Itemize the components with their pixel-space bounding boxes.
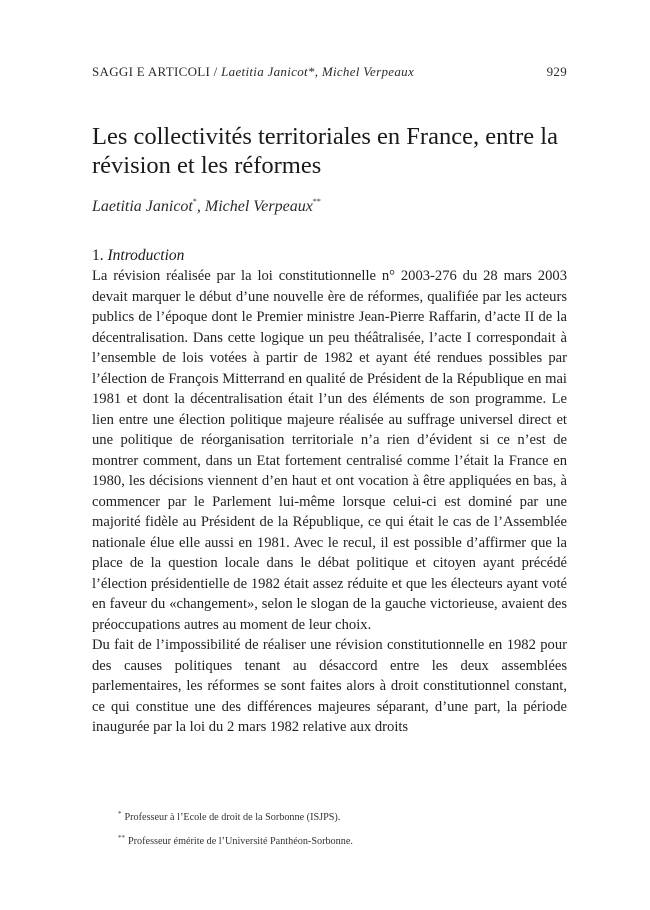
author-separator: ,: [196, 198, 205, 215]
section-heading: [92, 247, 184, 265]
byline: [92, 197, 321, 216]
footnote-mark: **: [118, 834, 125, 842]
footnote-text: Professeur émérite de l’Université Panthéon-Sorbonne.: [128, 836, 353, 847]
header-section: SAGGI E ARTICOLI /: [92, 64, 218, 79]
footnote: [118, 810, 353, 823]
page-number: 929: [546, 64, 567, 79]
section-title: Introduction: [107, 247, 185, 264]
body-text: [92, 266, 567, 738]
running-header: [92, 64, 567, 80]
author-2-name: Michel Verpeaux: [204, 198, 313, 215]
article-title: Les collectivités territoriales en France, entre la révision et les réformes: [92, 123, 558, 179]
paragraph: Du fait de l’impossibilité de réaliser une révision constitutionnelle en 1982 pour des causes politiques tenant au désaccord entre les deux assemblées parlementaires, les réformes se sont faites alors à droit constitutionnel constant, ce qui constitue une des différences majeures séparant, d’une part, la période inaugurée par la loi du 2 mars 1982 relative aux droits: [92, 637, 567, 735]
paragraph: La révision réalisée par la loi constitutionnelle n° 2003-276 du 28 mars 2003 devait marquer le début d’une nouvelle ère de réformes, qualifiée par les acteurs publics de l’époque dont le Premier ministre Jean-Pierre Raffarin, d’acte II de la décentralisation. Dans cette logique un peu théâtralisée, l’acte I correspondait à l’ensemble de lois votées à partir de 1982 et ayant été rendues possibles par l’élection de François Mitterrand en qualité de Président de la République en mai 1981 et dont la décentralisation était l’un des éléments de son programme. Le lien entre une élection politique majeure réalisée au suffrage universel direct et une politique de réorganisation territoriale n’a rien d’évident si ce n’est de montrer comment, dans un Etat fortement centralisé comme l’était la France en 1980, les décisions viennent d’en haut et ont vocation à être appliquées en bas, à commencer par le Parlement lui-même lorsque celui-ci est dominé par une majorité fidèle au Président de la République, ce qui était le cas de l’Assemblée nationale élue elle aussi en 1981. Avec le recul, il est possible d’affirmer que la place de la question locale dans le débat politique et citoyen ayant précédé l’élection présidentielle de 1982 était assez réduite et que les électeurs ayant voté en faveur du «changement», selon le slogan de la gauche victorieuse, avaient des préoccupations autres au moment de leur choix.: [92, 268, 567, 633]
header-authors: Laetitia Janicot*, Michel Verpeaux: [221, 64, 415, 79]
author-2-footnote-mark: **: [312, 197, 321, 206]
footnote: [118, 834, 353, 847]
author-1-footnote-mark: *: [192, 197, 197, 206]
section-number: 1.: [92, 247, 104, 264]
footnotes: [118, 810, 353, 858]
footnote-mark: *: [118, 810, 122, 818]
author-1-name: Laetitia Janicot: [92, 198, 193, 215]
footnote-text: Professeur à l’Ecole de droit de la Sorbonne (ISJPS).: [124, 812, 341, 823]
